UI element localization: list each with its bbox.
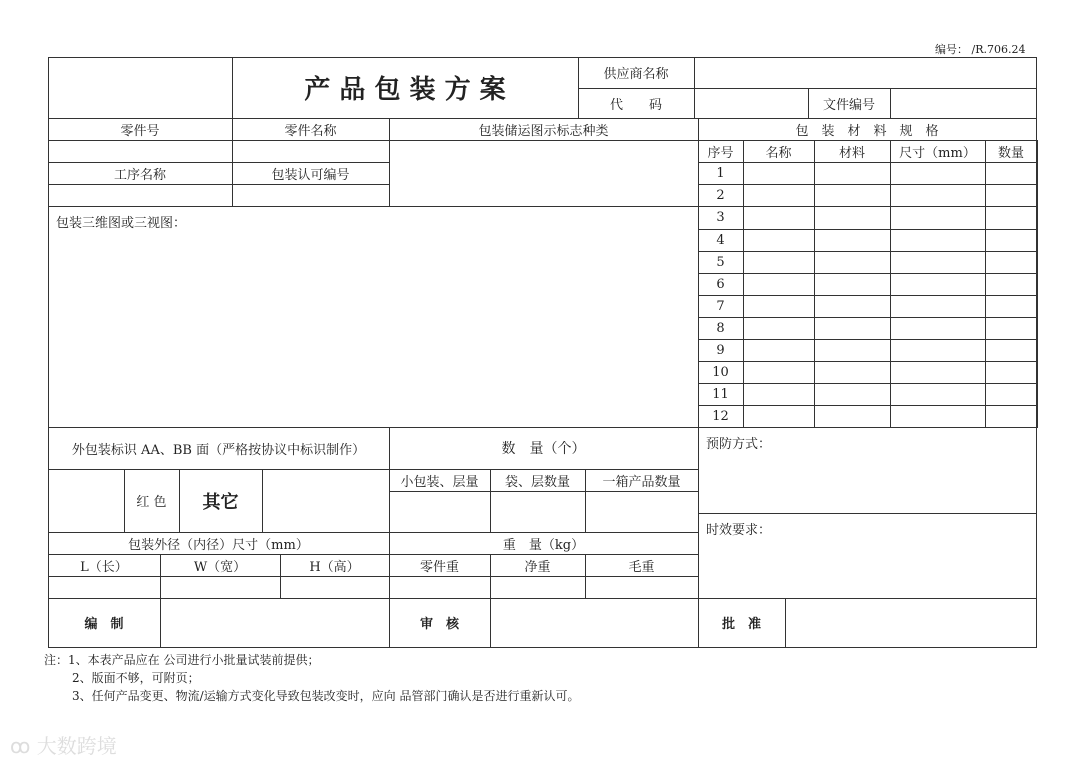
spec-cell-name[interactable] <box>743 295 815 318</box>
prevention-field[interactable]: 预防方式： <box>698 427 1037 514</box>
spec-cell-material[interactable] <box>814 361 891 384</box>
net-weight-field[interactable] <box>490 576 586 599</box>
supplier-name-label: 供应商名称 <box>578 57 695 89</box>
code-label: 代 码 <box>578 88 695 119</box>
spec-row-number: 6 <box>698 273 744 296</box>
spec-cell-size[interactable] <box>890 405 986 428</box>
bag-layer-field[interactable] <box>490 491 586 533</box>
length-field[interactable] <box>48 576 161 599</box>
spec-cell-material[interactable] <box>814 339 891 362</box>
spec-cell-size[interactable] <box>890 206 986 230</box>
spec-cell-qty[interactable] <box>985 383 1038 406</box>
part-no-field[interactable] <box>48 140 233 163</box>
weight-label: 重 量（kg） <box>389 532 699 555</box>
mark-types-label: 包装储运图示标志种类 <box>389 118 699 141</box>
bag-layer-label: 袋、层数量 <box>490 469 586 492</box>
spec-row-number: 4 <box>698 229 744 252</box>
spec-header-size: 尺寸（mm） <box>890 140 986 163</box>
spec-cell-size[interactable] <box>890 184 986 207</box>
spec-cell-qty[interactable] <box>985 162 1038 185</box>
part-name-field[interactable] <box>232 140 390 163</box>
spec-cell-name[interactable] <box>743 229 815 252</box>
note-3: 3、任何产品变更、物流/运输方式变化导致包装改变时，应向 品管部门确认是否进行重新认可。 <box>72 689 580 703</box>
spec-cell-material[interactable] <box>814 317 891 340</box>
spec-row-number: 7 <box>698 295 744 318</box>
spec-row-number: 2 <box>698 184 744 207</box>
spec-header-seq: 序号 <box>698 140 744 163</box>
spec-cell-size[interactable] <box>890 251 986 274</box>
spec-cell-material[interactable] <box>814 206 891 230</box>
length-label: L（长） <box>48 554 161 577</box>
width-label: W（宽） <box>160 554 281 577</box>
spec-row-number: 3 <box>698 206 744 230</box>
spec-cell-name[interactable] <box>743 405 815 428</box>
approval-no-label: 包装认可编号 <box>232 162 390 185</box>
other-field[interactable] <box>262 469 390 533</box>
part-weight-label: 零件重 <box>389 554 491 577</box>
spec-cell-size[interactable] <box>890 361 986 384</box>
spec-cell-name[interactable] <box>743 206 815 230</box>
small-pack-field[interactable] <box>389 491 491 533</box>
spec-cell-qty[interactable] <box>985 229 1038 252</box>
spec-row-number: 10 <box>698 361 744 384</box>
spec-cell-qty[interactable] <box>985 361 1038 384</box>
net-weight-label: 净重 <box>490 554 586 577</box>
spec-cell-material[interactable] <box>814 162 891 185</box>
spec-header-name: 名称 <box>743 140 815 163</box>
spec-cell-name[interactable] <box>743 273 815 296</box>
spec-cell-qty[interactable] <box>985 273 1038 296</box>
reviewed-field[interactable] <box>490 598 699 648</box>
prepared-field[interactable] <box>160 598 390 648</box>
gross-weight-field[interactable] <box>585 576 699 599</box>
spec-cell-qty[interactable] <box>985 184 1038 207</box>
spec-cell-material[interactable] <box>814 184 891 207</box>
spec-cell-name[interactable] <box>743 317 815 340</box>
spec-cell-name[interactable] <box>743 184 815 207</box>
quantity-label: 数 量（个） <box>389 427 699 470</box>
spec-cell-material[interactable] <box>814 383 891 406</box>
watermark-text: 大数跨境 <box>36 734 117 758</box>
file-no-field[interactable] <box>890 88 1037 119</box>
spec-row-number: 5 <box>698 251 744 274</box>
width-field[interactable] <box>160 576 281 599</box>
drawing-area[interactable]: 包装三维图或三视图： <box>48 206 699 428</box>
spec-row-number: 12 <box>698 405 744 428</box>
spec-cell-size[interactable] <box>890 162 986 185</box>
code-field[interactable] <box>694 88 809 119</box>
spec-row-number: 11 <box>698 383 744 406</box>
logo-cell <box>48 57 233 119</box>
supplier-name-field[interactable] <box>694 57 1037 89</box>
spec-cell-name[interactable] <box>743 251 815 274</box>
approved-label: 批 准 <box>698 598 786 648</box>
outer-size-label: 包装外径（内径）尺寸（mm） <box>48 532 390 555</box>
spec-cell-size[interactable] <box>890 273 986 296</box>
spec-cell-qty[interactable] <box>985 251 1038 274</box>
spec-header-material: 材料 <box>814 140 891 163</box>
watermark-logo-icon: ꝏ <box>10 734 37 758</box>
spec-cell-qty[interactable] <box>985 317 1038 340</box>
box-qty-field[interactable] <box>585 491 699 533</box>
spec-cell-material[interactable] <box>814 273 891 296</box>
part-no-label: 零件号 <box>48 118 233 141</box>
spec-cell-material[interactable] <box>814 405 891 428</box>
approval-no-field[interactable] <box>232 184 390 207</box>
spec-row-number: 9 <box>698 339 744 362</box>
page-title: 产 品 包 装 方 案 <box>232 57 579 119</box>
height-field[interactable] <box>280 576 390 599</box>
part-name-label: 零件名称 <box>232 118 390 141</box>
spec-cell-name[interactable] <box>743 383 815 406</box>
outer-mark-label: 外包装标识 AA、BB 面（严格按协议中标识制作） <box>48 427 390 470</box>
spec-cell-material[interactable] <box>814 229 891 252</box>
spec-cell-size[interactable] <box>890 317 986 340</box>
spec-cell-qty[interactable] <box>985 339 1038 362</box>
material-spec-label: 包 装 材 料 规 格 <box>698 118 1037 141</box>
part-weight-field[interactable] <box>389 576 491 599</box>
process-name-label: 工序名称 <box>48 162 233 185</box>
reviewed-label: 审 核 <box>389 598 491 648</box>
spec-row-number: 8 <box>698 317 744 340</box>
spec-cell-name[interactable] <box>743 339 815 362</box>
other-label: 其它 <box>179 469 263 533</box>
spec-header-qty: 数量 <box>985 140 1038 163</box>
file-no-label: 文件编号 <box>808 88 891 119</box>
spec-cell-material[interactable] <box>814 295 891 318</box>
watermark <box>10 730 117 759</box>
spec-cell-size[interactable] <box>890 339 986 362</box>
process-name-field[interactable] <box>48 184 233 207</box>
mark-types-field[interactable] <box>389 140 699 207</box>
mark-cell[interactable] <box>48 469 125 533</box>
spec-cell-qty[interactable] <box>985 295 1038 318</box>
spec-cell-size[interactable] <box>890 295 986 318</box>
spec-cell-qty[interactable] <box>985 405 1038 428</box>
document-number: 编号： /R.706.24 <box>935 43 1026 56</box>
small-pack-label: 小包装、层量 <box>389 469 491 492</box>
spec-cell-name[interactable] <box>743 162 815 185</box>
spec-cell-size[interactable] <box>890 229 986 252</box>
spec-cell-size[interactable] <box>890 383 986 406</box>
spec-cell-name[interactable] <box>743 361 815 384</box>
spec-row-number: 1 <box>698 162 744 185</box>
red-label: 红 色 <box>124 469 180 533</box>
timeliness-field[interactable]: 时效要求： <box>698 513 1037 599</box>
prepared-label: 编 制 <box>48 598 161 648</box>
gross-weight-label: 毛重 <box>585 554 699 577</box>
spec-cell-qty[interactable] <box>985 206 1038 230</box>
spec-cell-material[interactable] <box>814 251 891 274</box>
height-label: H（高） <box>280 554 390 577</box>
box-qty-label: 一箱产品数量 <box>585 469 699 492</box>
note-2: 2、版面不够，可附页； <box>72 671 200 685</box>
note-1: 注：1、本表产品应在 公司进行小批量试装前提供； <box>44 653 320 667</box>
approved-field[interactable] <box>785 598 1037 648</box>
